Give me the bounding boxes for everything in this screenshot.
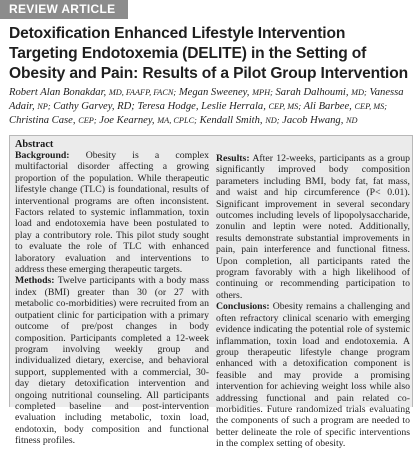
author-name: Megan Sweeney,	[178, 87, 250, 98]
author-name: Kendall Smith,	[199, 115, 263, 126]
author-name: Christina Case,	[9, 115, 76, 126]
author-degrees: MD, FAAFP, FACN;	[108, 88, 177, 97]
author-name: Ali Barbee,	[303, 101, 352, 112]
background-label: Background:	[15, 150, 70, 161]
author-degrees: MPH;	[252, 88, 273, 97]
results-label: Results:	[216, 153, 250, 164]
abstract-results	[216, 153, 410, 301]
author-degrees: NP;	[37, 102, 51, 111]
author-degrees: ND	[346, 116, 358, 125]
abstract-left-column	[15, 150, 209, 447]
abstract-box	[9, 135, 413, 450]
abstract-background	[15, 150, 209, 275]
author-degrees: MA, CPLC;	[157, 116, 197, 125]
methods-label: Methods:	[15, 275, 55, 287]
results-text: After 12-weeks, participants as a group significantly improved body composition parameters including BMI, body fat, fat mass, and waist and hip circumference (P< 0.01). Significant improvement in several secondary outcomes including levels of lipopolysaccharide, zonulin and leptin were noted. Additionally, results demonstrate substantial improvements in pain, pain interference and functional fitness. Upon completion, all participants rated the program favorably with a high likelihood of continuing or recommending participation to others.	[216, 153, 410, 301]
abstract-methods	[15, 275, 209, 446]
author-degrees: CEP, MS;	[268, 102, 302, 111]
author-degrees: CEP, MS;	[354, 102, 388, 111]
author-name: Robert Alan Bonakdar,	[9, 87, 107, 98]
author-name: Vanessa Adair,	[9, 87, 404, 112]
article-title: Detoxification Enhanced Lifestyle Intervention Targeting Endotoxemia (DELITE) in the Setting of Obesity and Pain: Results of a Pilot Group Intervention	[9, 25, 408, 82]
conclusions-text: Obesity remains a challenging and often refractory clinical scenario with emerging evidence indicating the potential role of systemic inflammation, toxin load and endotoxemia. A group therapeutic lifestyle change program enhanced with a detoxification component is feasible and may provide a promising intervention for achieving weight loss while also addressing functional and pain related co-morbidities. Future randomized trials evaluating the components of such a program are needed to better delineate the role of specific interventions in the complex setting of obesity.	[216, 301, 410, 450]
author-name: Joe Kearney,	[99, 115, 155, 126]
author-list	[9, 86, 413, 128]
author-degrees: CEP;	[78, 116, 97, 125]
author-name: Jacob Hwang,	[282, 115, 344, 126]
conclusions-label: Conclusions:	[216, 301, 270, 313]
abstract-conclusions	[216, 301, 410, 449]
abstract-right-column	[216, 153, 410, 450]
author-name: Sarah Dalhoumi,	[275, 87, 349, 98]
author-name: Cathy Garvey, RD;	[53, 101, 135, 112]
section-badge: REVIEW ARTICLE	[0, 0, 128, 19]
background-text: Obesity is a complex multifactorial disorder affecting a growing proportion of the population. While therapeutic lifestyle change (TLC) is foundational, results of interventional programs are often inconsistent. Factors related to systemic inflammation, toxin load and endotoxemia have been postulated to play a contributory role. This pilot study sought to evaluate the role of TLC with enhanced laboratory evaluation and interventions to address these emerging therapeutic targets.	[15, 150, 210, 276]
abstract-heading: Abstract	[15, 139, 54, 150]
author-degrees: ND;	[265, 116, 280, 125]
author-degrees: MD;	[351, 88, 367, 97]
methods-text: Twelve participants with a body mass index (BMI) greater than 30 (or 27 with metabolic co-morbidities) were recruited from an outpatient clinic for participation with a primary outcome of pre/post changes in body composition. Participants completed a 12-week program involving weekly group and individualized dietary, exercise, and behavioral support, supplemented with a commercial, 30-day dietary detoxification intervention and ongoing nutritional counseling. All participants completed baseline and post-intervention evaluation including metabolic, toxin load, endotoxin, body composition and functional fitness profiles.	[15, 275, 210, 447]
author-name: Teresa Hodge, Leslie Herrala,	[137, 101, 266, 112]
